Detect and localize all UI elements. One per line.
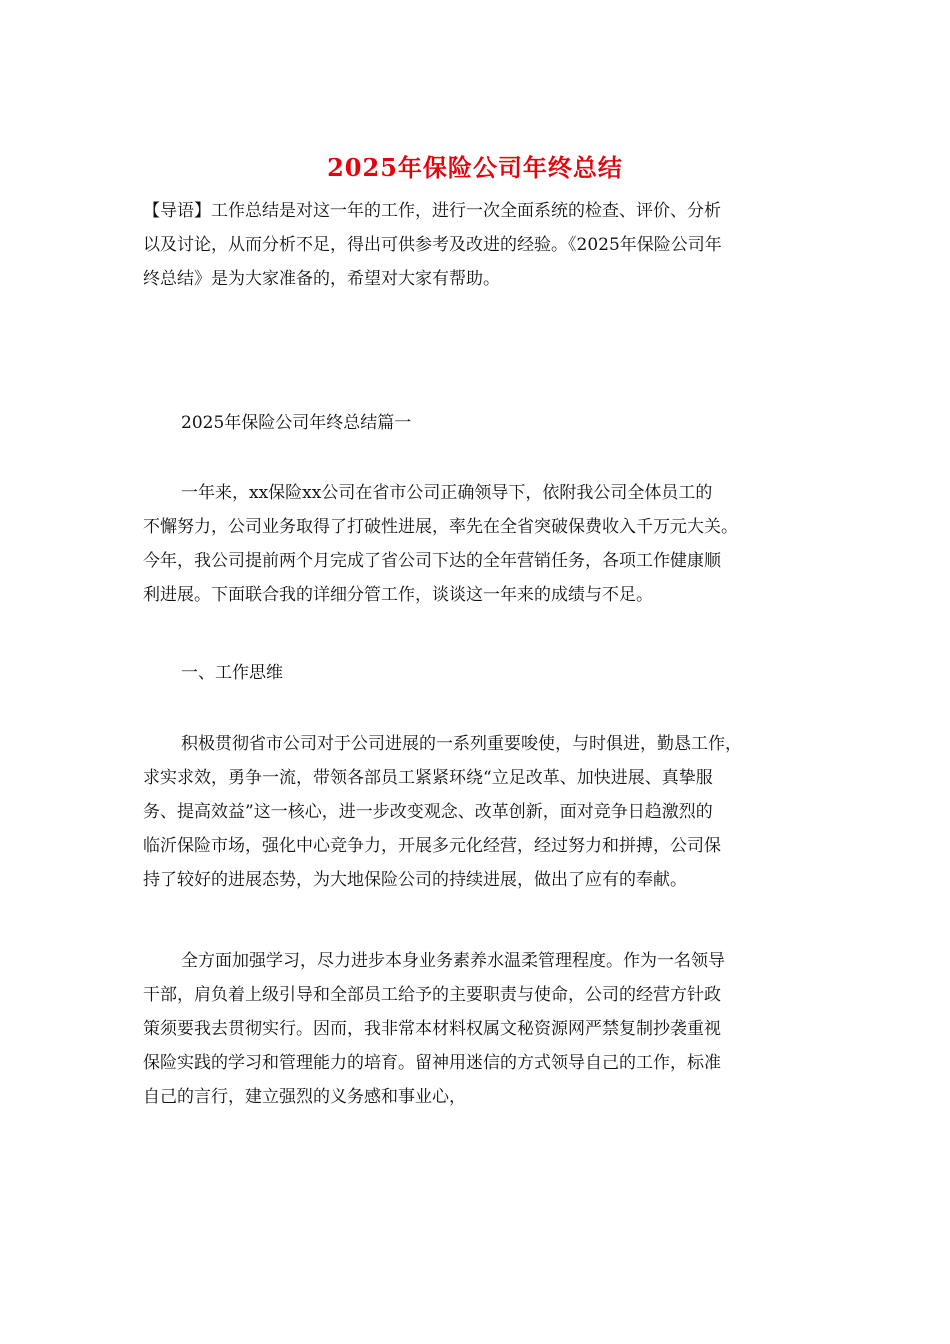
paragraph-line: 临沂保险市场，强化中心竞争力，开展多元化经营，经过努力和拼搏，公司保: [143, 836, 721, 856]
intro-line: 【导语】工作总结是对这一年的工作，进行一次全面系统的检查、评价、分析: [143, 201, 721, 221]
paragraph-line: 不懈努力，公司业务取得了打破性进展，率先在全省突破保费收入千万元大关。: [143, 517, 738, 537]
paragraph-line: 务、提高效益”这一核心，进一步改变观念、改革创新，面对竞争日趋激烈的: [143, 802, 713, 822]
section-heading: 2025年保险公司年终总结篇一: [181, 413, 412, 433]
paragraph-line: 保险实践的学习和管理能力的培育。留神用迷信的方式领导自己的工作，标准: [143, 1053, 721, 1073]
intro-line: 以及讨论，从而分析不足，得出可供参考及改进的经验。《2025年保险公司年: [143, 235, 722, 255]
paragraph-line: 干部，肩负着上级引导和全部员工给予的主要职责与使命，公司的经营方针政: [143, 985, 721, 1005]
paragraph-3: [143, 944, 813, 1114]
subheading-block: [143, 656, 813, 690]
paragraph-line: 一年来，xx保险xx公司在省市公司正确领导下，依附我公司全体员工的: [181, 483, 713, 503]
paragraph-line: 积极贯彻省市公司对于公司进展的一系列重要唆使，与时俱进，勤恳工作，: [181, 734, 742, 754]
paragraph-line: 求实求效，勇争一流，带领各部员工紧紧环绕“立足改革、加快进展、真挚服: [143, 768, 713, 788]
paragraph-1: [143, 476, 813, 612]
paragraph-line: 今年，我公司提前两个月完成了省公司下达的全年营销任务，各项工作健康顺: [143, 551, 721, 571]
intro-line: 终总结》是为大家准备的，希望对大家有帮助。: [143, 269, 500, 289]
section-heading-block: [143, 406, 813, 440]
document-title: 2025年保险公司年终总结: [327, 153, 623, 182]
intro-paragraph: [143, 194, 813, 296]
paragraph-line: 持了较好的进展态势，为大地保险公司的持续进展，做出了应有的奉献。: [143, 870, 687, 890]
paragraph-line: 利进展。下面联合我的详细分管工作，谈谈这一年来的成绩与不足。: [143, 585, 653, 605]
paragraph-line: 策须要我去贯彻实行。因而，我非常本材料权属文秘资源网严禁复制抄袭重视: [143, 1019, 721, 1039]
paragraph-2: [143, 727, 813, 897]
paragraph-line: 全方面加强学习，尽力进步本身业务素养水温柔管理程度。作为一名领导: [181, 951, 725, 971]
paragraph-line: 自己的言行，建立强烈的义务感和事业心，: [143, 1087, 466, 1107]
subheading-work-thinking: 一、工作思维: [181, 663, 283, 683]
